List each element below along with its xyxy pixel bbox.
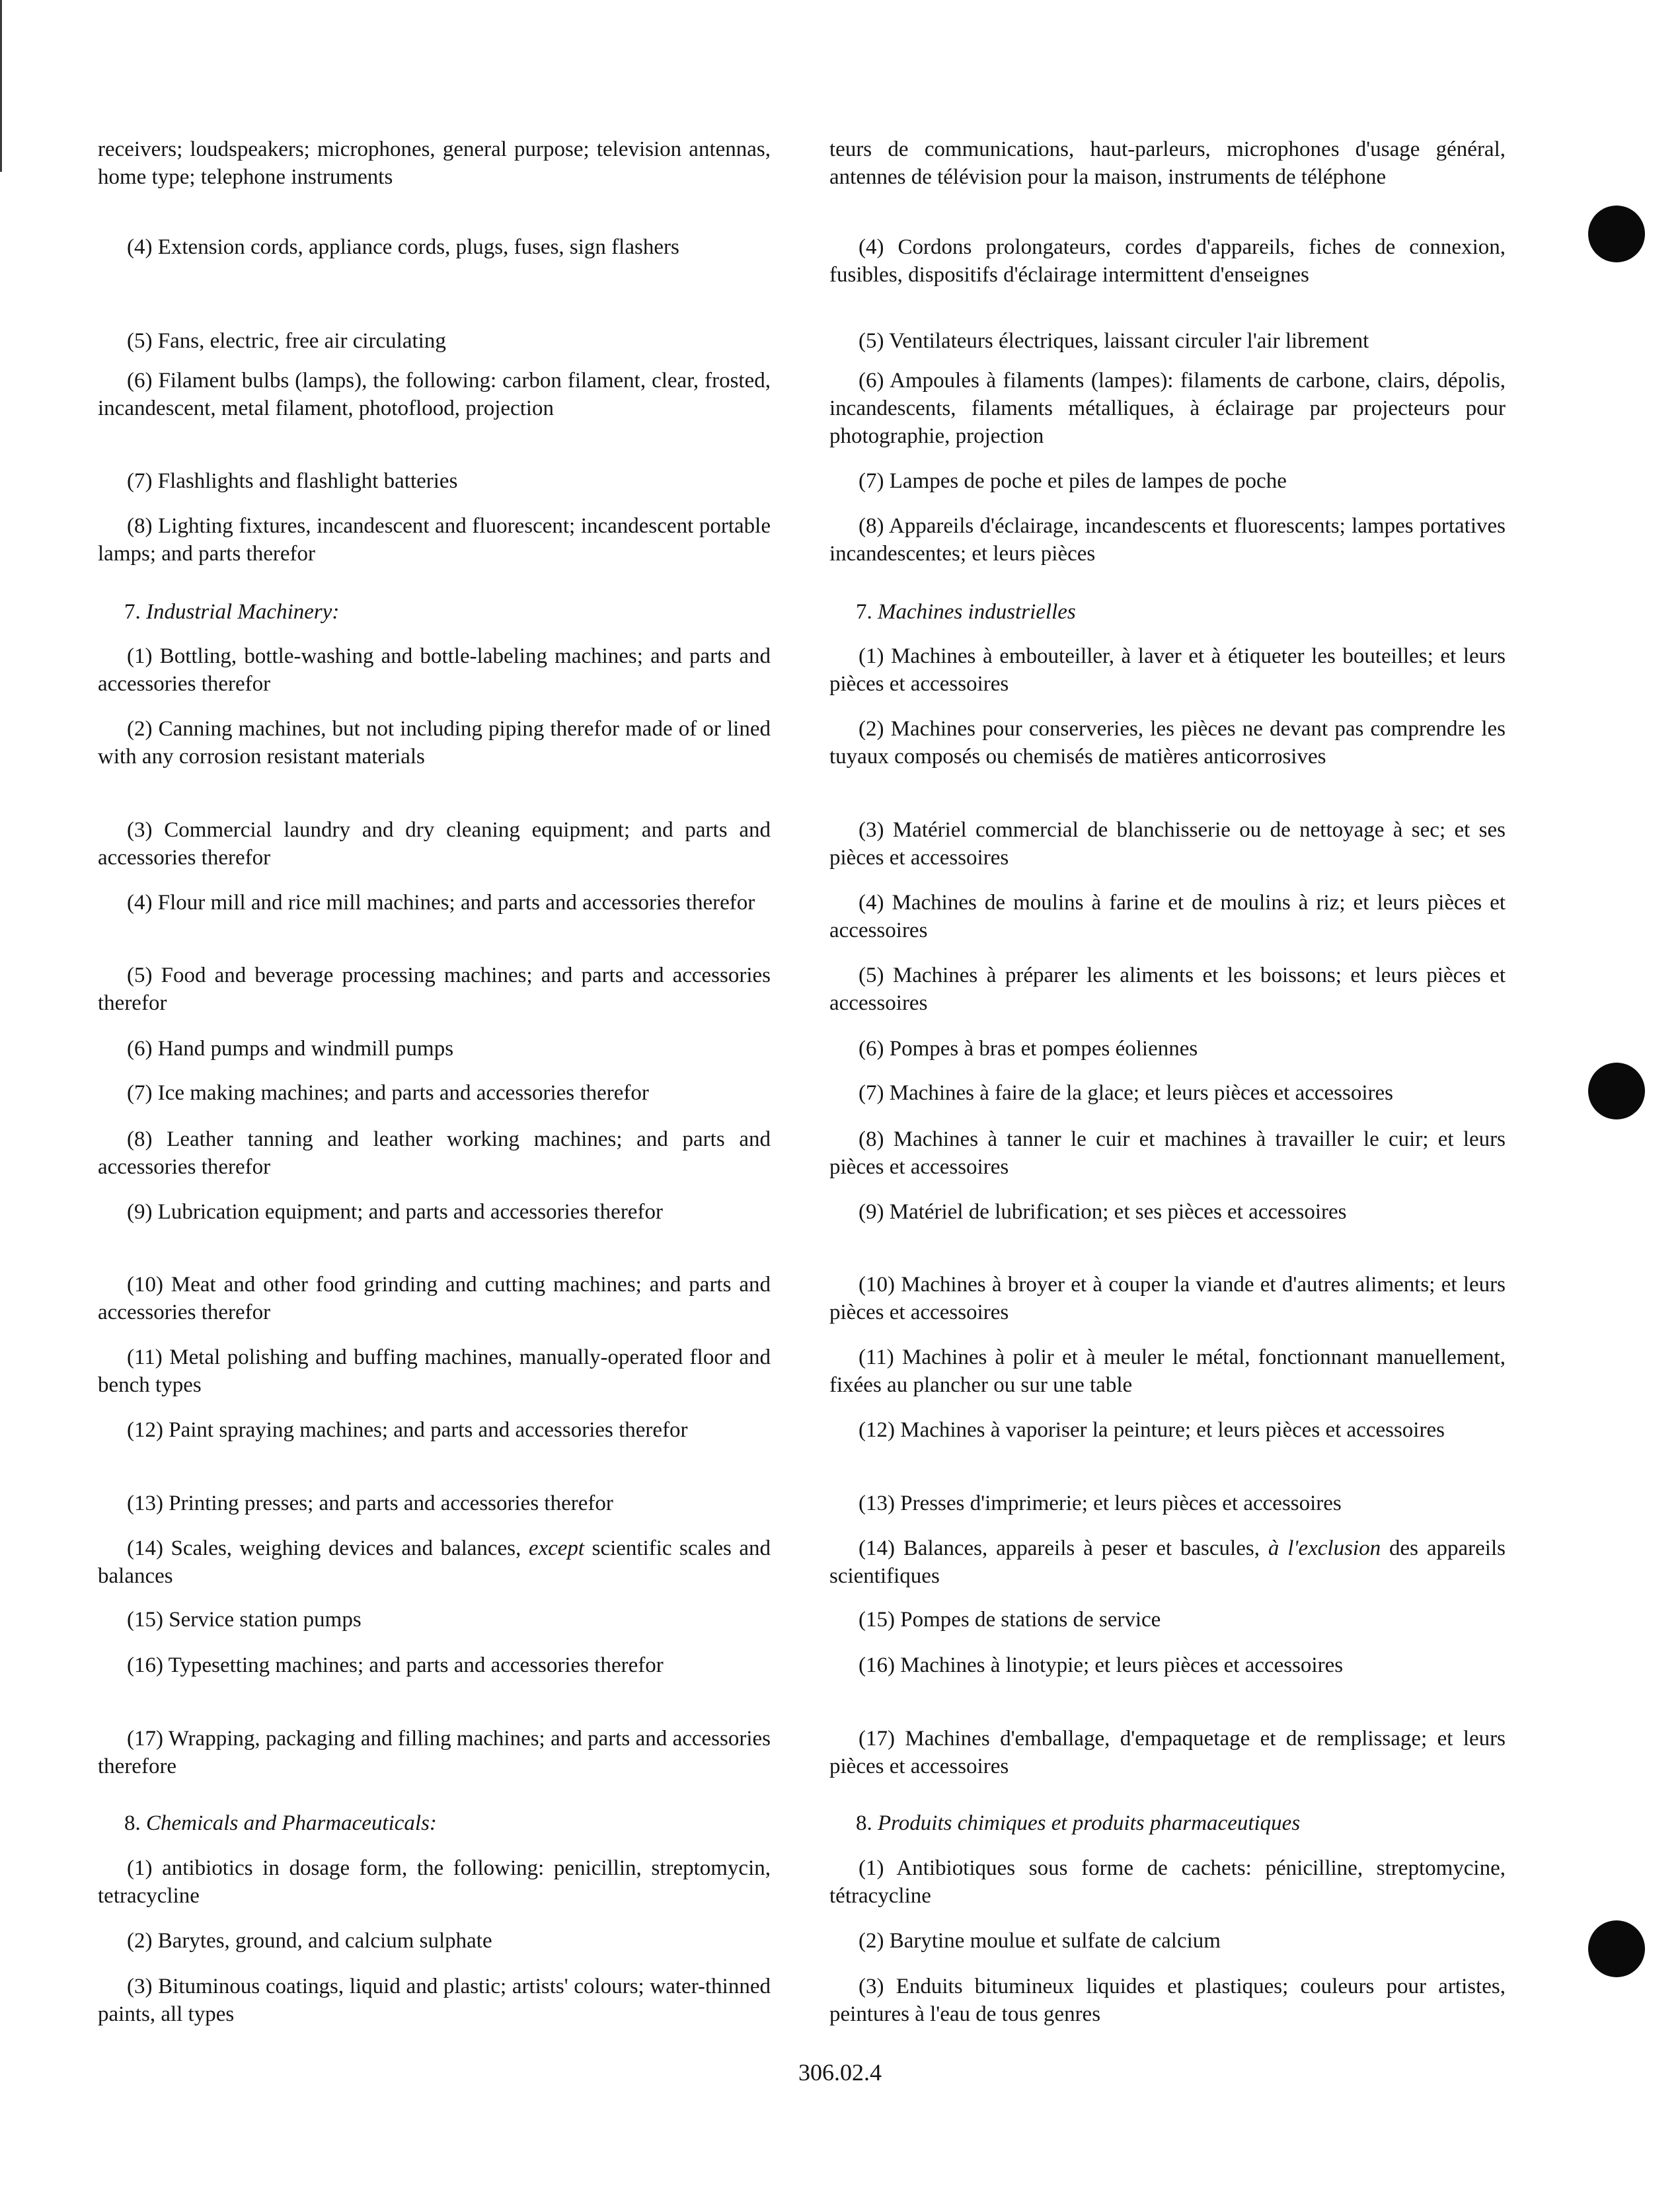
- english-item-14-emphasis: except: [528, 1536, 585, 1560]
- french-electric-item-7: (7) Lampes de poche et piles de lampes de poche: [859, 469, 1287, 493]
- french-machinery-item-16: (16) Machines à linotypie; et leurs pièces et accessoires: [859, 1653, 1344, 1677]
- english-machinery-item-10: (10) Meat and other food grinding and cutting machines; and parts and accessories therefor: [98, 1273, 771, 1324]
- french-machinery-item-10: (10) Machines à broyer et à couper la viande et d'autres aliments; et leurs pièces et accessoires: [829, 1273, 1506, 1324]
- english-machinery-item-13: (13) Printing presses; and parts and accessories therefor: [127, 1492, 613, 1515]
- binder-punch-hole-top: [1588, 206, 1645, 262]
- english-machinery-item-5: (5) Food and beverage processing machines; and parts and accessories therefor: [98, 964, 771, 1015]
- french-section-8-number: 8.: [856, 1811, 872, 1835]
- french-machinery-item-6: (6) Pompes à bras et pompes éoliennes: [859, 1037, 1198, 1061]
- english-machinery-item-16: (16) Typesetting machines; and parts and accessories therefor: [127, 1653, 664, 1677]
- english-section-8-number: 8.: [124, 1811, 141, 1835]
- french-machinery-item-13: (13) Presses d'imprimerie; et leurs pièces et accessoires: [859, 1492, 1342, 1515]
- french-chemical-item-2: (2) Barytine moulue et sulfate de calcium: [859, 1929, 1221, 1953]
- english-section-7-title: Industrial Machinery:: [146, 600, 340, 624]
- english-machinery-item-15: (15) Service station pumps: [127, 1608, 362, 1632]
- english-machinery-item-14: [98, 1534, 771, 1590]
- french-electric-item-5: (5) Ventilateurs électriques, laissant circuler l'air librement: [859, 329, 1369, 353]
- english-machinery-item-12: (12) Paint spraying machines; and parts and accessories therefor: [127, 1418, 688, 1442]
- english-electric-item-6: (6) Filament bulbs (lamps), the following: carbon filament, clear, frosted, incandescent, metal filament, photoflood, projection: [98, 369, 771, 420]
- french-machinery-item-9: (9) Matériel de lubrification; et ses pièces et accessoires: [859, 1200, 1347, 1224]
- french-electric-item-4: (4) Cordons prolongateurs, cordes d'appareils, fiches de connexion, fusibles, dispositifs d'éclairage intermittent d'enseignes: [829, 235, 1506, 287]
- english-machinery-item-3: (3) Commercial laundry and dry cleaning equipment; and parts and accessories therefor: [98, 818, 771, 870]
- french-section-7-heading: [829, 598, 1506, 626]
- french-machinery-item-4: (4) Machines de moulins à farine et de moulins à riz; et leurs pièces et accessoires: [829, 891, 1506, 942]
- english-electric-item-4: (4) Extension cords, appliance cords, plugs, fuses, sign flashers: [127, 235, 679, 259]
- english-lead-paragraph: receivers; loudspeakers; microphones, general purpose; television antennas, home type; telephone instruments: [98, 137, 771, 189]
- english-section-8-heading: [98, 1809, 771, 1837]
- french-machinery-item-17: (17) Machines d'emballage, d'empaquetage et de remplissage; et leurs pièces et accessoires: [829, 1727, 1506, 1778]
- english-machinery-item-9: (9) Lubrication equipment; and parts and accessories therefor: [127, 1200, 663, 1224]
- english-machinery-item-8: (8) Leather tanning and leather working machines; and parts and accessories therefor: [98, 1127, 771, 1179]
- french-item-14-text-b: des appareils scientifiques: [829, 1536, 1506, 1588]
- english-section-7-number: 7.: [124, 600, 141, 624]
- english-item-14-text-b: scientific scales and balances: [98, 1536, 771, 1588]
- english-section-8-title: Chemicals and Pharmaceuticals:: [146, 1811, 437, 1835]
- english-machinery-item-6: (6) Hand pumps and windmill pumps: [127, 1037, 454, 1061]
- page-number: 306.02.4: [798, 2059, 882, 2086]
- english-section-7-heading: [98, 598, 771, 626]
- french-machinery-item-14: [829, 1534, 1506, 1590]
- french-machinery-item-7: (7) Machines à faire de la glace; et leurs pièces et accessoires: [859, 1081, 1393, 1105]
- french-chemical-item-1: (1) Antibiotiques sous forme de cachets: pénicilline, streptomycine, tétracycline: [829, 1856, 1506, 1908]
- french-machinery-item-3: (3) Matériel commercial de blanchisserie ou de nettoyage à sec; et ses pièces et accessoires: [829, 818, 1506, 870]
- french-machinery-item-11: (11) Machines à polir et à meuler le métal, fonctionnant manuellement, fixées au plancher ou sur une table: [829, 1345, 1506, 1397]
- scan-edge-line: [0, 0, 2, 172]
- english-machinery-item-1: (1) Bottling, bottle-washing and bottle-labeling machines; and parts and accessories therefor: [98, 644, 771, 696]
- french-item-14-emphasis: à l'exclusion: [1268, 1536, 1381, 1560]
- french-section-7-title: Machines industrielles: [878, 600, 1076, 624]
- english-item-14-text-a: (14) Scales, weighing devices and balances,: [127, 1536, 529, 1560]
- english-electric-item-8: (8) Lighting fixtures, incandescent and fluorescent; incandescent portable lamps; and parts therefor: [98, 514, 771, 566]
- english-machinery-item-4: (4) Flour mill and rice mill machines; and parts and accessories therefor: [127, 891, 755, 915]
- french-machinery-item-12: (12) Machines à vaporiser la peinture; et leurs pièces et accessoires: [859, 1418, 1445, 1442]
- french-electric-item-8: (8) Appareils d'éclairage, incandescents et fluorescents; lampes portatives incandescentes; et leurs pièces: [829, 514, 1506, 566]
- french-item-14-text-a: (14) Balances, appareils à peser et bascules,: [859, 1536, 1268, 1560]
- french-section-8-heading: [829, 1809, 1506, 1837]
- english-electric-item-7: (7) Flashlights and flashlight batteries: [127, 469, 458, 493]
- french-lead-paragraph: teurs de communications, haut-parleurs, microphones d'usage général, antennes de télévision pour la maison, instruments de téléphone: [829, 137, 1506, 189]
- english-chemical-item-1: (1) antibiotics in dosage form, the following: penicillin, streptomycin, tetracycline: [98, 1856, 771, 1908]
- french-machinery-item-1: (1) Machines à embouteiller, à laver et à étiqueter les bouteilles; et leurs pièces et accessoires: [829, 644, 1506, 696]
- french-machinery-item-5: (5) Machines à préparer les aliments et les boissons; et leurs pièces et accessoires: [829, 964, 1506, 1015]
- english-chemical-item-3: (3) Bituminous coatings, liquid and plastic; artists' colours; water-thinned paints, all types: [98, 1975, 771, 2026]
- english-machinery-item-2: (2) Canning machines, but not including piping therefor made of or lined with any corrosion resistant materials: [98, 717, 771, 769]
- binder-punch-hole-bottom: [1588, 1920, 1645, 1977]
- french-machinery-item-2: (2) Machines pour conserveries, les pièces ne devant pas comprendre les tuyaux composés ou chemisés de matières anticorrosives: [829, 717, 1506, 769]
- binder-punch-hole-middle: [1588, 1063, 1645, 1119]
- english-machinery-item-7: (7) Ice making machines; and parts and accessories therefor: [127, 1081, 649, 1105]
- french-section-7-number: 7.: [856, 600, 872, 624]
- english-electric-item-5: (5) Fans, electric, free air circulating: [127, 329, 446, 353]
- french-chemical-item-3: (3) Enduits bitumineux liquides et plastiques; couleurs pour artistes, peintures à l'eau de tous genres: [829, 1975, 1506, 2026]
- french-electric-item-6: (6) Ampoules à filaments (lampes): filaments de carbone, clairs, dépolis, incandescents, filaments métalliques, à éclairage par projecteurs pour photographie, projection: [829, 369, 1506, 448]
- english-chemical-item-2: (2) Barytes, ground, and calcium sulphate: [127, 1929, 492, 1953]
- french-machinery-item-15: (15) Pompes de stations de service: [859, 1608, 1161, 1632]
- english-machinery-item-11: (11) Metal polishing and buffing machines, manually-operated floor and bench types: [98, 1345, 771, 1397]
- french-machinery-item-8: (8) Machines à tanner le cuir et machines à travailler le cuir; et leurs pièces et accessoires: [829, 1127, 1506, 1179]
- english-machinery-item-17: (17) Wrapping, packaging and filling machines; and parts and accessories therefore: [98, 1727, 771, 1778]
- french-section-8-title: Produits chimiques et produits pharmaceutiques: [878, 1811, 1301, 1835]
